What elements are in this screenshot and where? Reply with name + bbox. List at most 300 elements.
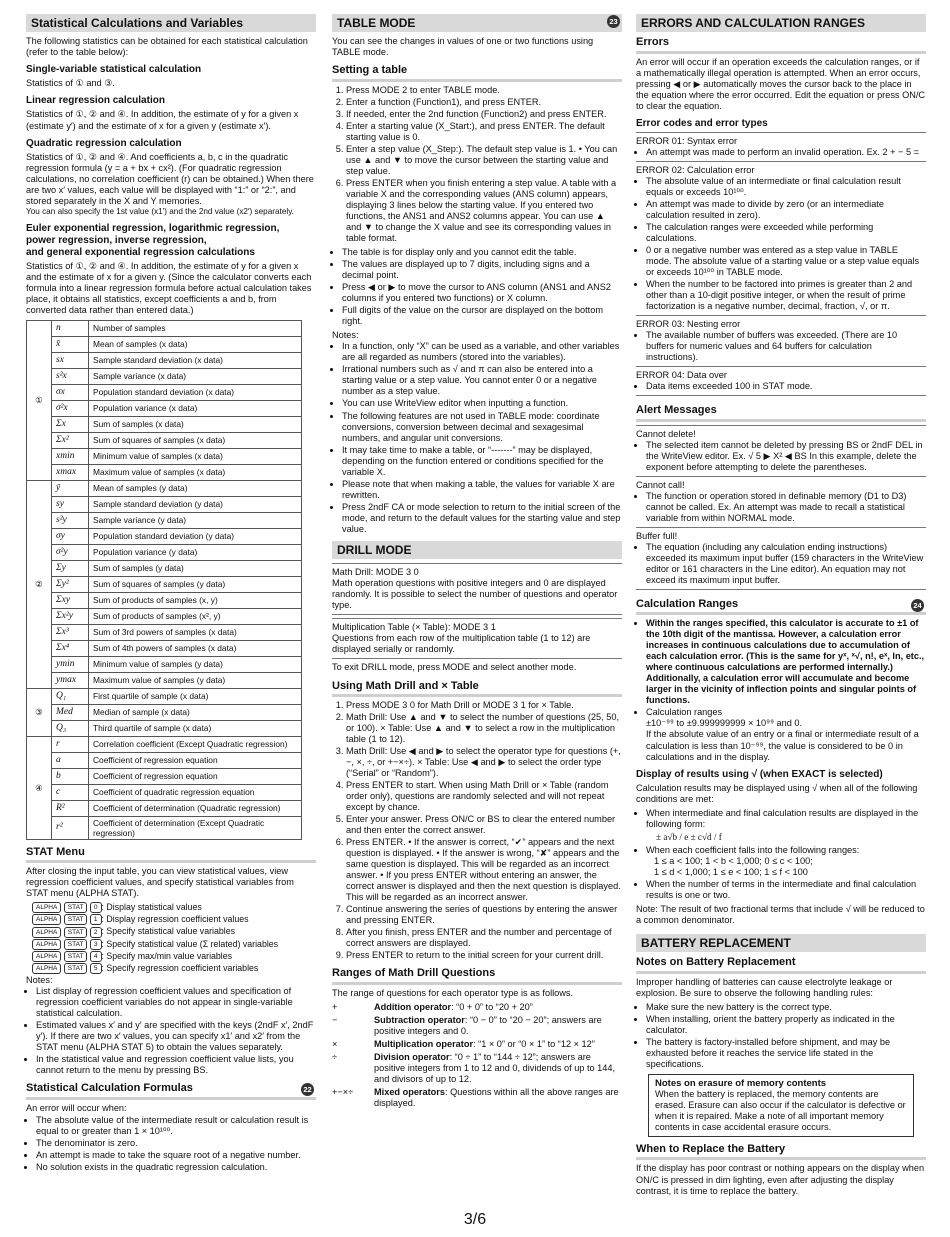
table-row <box>27 672 302 688</box>
calculation-ranges-title: Calculation Ranges <box>636 597 739 610</box>
stat-description: Mean of samples (y data) <box>89 480 302 496</box>
page-badge-icon: 24 <box>911 599 924 612</box>
table-row <box>27 480 302 496</box>
stat-symbol: Σy <box>52 560 89 576</box>
alert-item: • The equation (including any calculation ending instructions) exceeded its maximum input buffer (159 characters in the WriteView editor or 161 characters in the Line editor). An equation may not exceed its maximum input buffer. <box>646 542 926 586</box>
ranges-item <box>646 707 926 762</box>
stat-description: Population standard deviation (x data) <box>89 384 302 400</box>
formula-list <box>26 1115 316 1173</box>
operator-symbol: +−×÷ <box>332 1086 354 1097</box>
statistics-table <box>26 320 302 840</box>
setting-step: 3. If needed, enter the 2nd function (Function2) and press ENTER. <box>346 109 622 120</box>
stat-symbol: r² <box>52 816 89 839</box>
column-2 <box>332 14 622 1111</box>
table-row <box>27 464 302 480</box>
table-notes <box>332 341 622 535</box>
operator-symbol: × <box>332 1038 338 1049</box>
stat-menu-item-label: : Specify statistical value (Σ related) variables <box>101 938 279 949</box>
using-step: 2. Math Drill: Use ▲ and ▼ to select the number of questions (25, 50, or 100). × Table: Use ▲ and ▼ to select a row in the multiplication table (1 to 12). <box>346 712 622 745</box>
stat-symbol: ymin <box>52 656 89 672</box>
error-item: • An attempt was made to perform an invalid operation. Ex. 2 + − 5 = <box>646 147 926 158</box>
stat-description: Coefficient of determination (Quadratic regression) <box>89 800 302 816</box>
formula-intro: An error will occur when: <box>26 1102 127 1113</box>
table-row <box>27 368 302 384</box>
alpha-key[interactable]: ALPHA <box>32 927 61 938</box>
operator-symbol: − <box>332 1014 338 1025</box>
stat-key[interactable]: STAT <box>64 914 88 925</box>
table-row <box>27 416 302 432</box>
table-mode-intro: You can see the changes in values of one or two functions using TABLE mode. <box>332 36 594 58</box>
stat-description: Sum of products of samples (x, y) <box>89 592 302 608</box>
stat-description: Maximum value of samples (x data) <box>89 464 302 480</box>
stat-description: Correlation coefficient (Except Quadratic regression) <box>89 736 302 752</box>
multiplication-table-box <box>332 618 622 659</box>
ranges-label: • Calculation ranges <box>646 707 723 718</box>
quadratic-regression-heading: Quadratic regression calculation <box>26 137 182 149</box>
single-variable-heading: Single-variable statistical calculation <box>26 64 202 76</box>
error-item: • 0 or a negative number was entered as a step value in TABLE mode. The absolute value of a starting value or a step value equals or exceeds 10¹⁰⁰ in TABLE mode. <box>646 245 926 278</box>
table-row <box>27 560 302 576</box>
table-row <box>27 352 302 368</box>
linear-regression-text: Statistics of ①, ② and ④. In addition, the estimate of y for a given x (estimate y′) and the estimate of x for a given y (estimate x′). <box>26 109 299 131</box>
column-3 <box>636 14 926 1200</box>
section-title-table-mode <box>332 14 622 32</box>
error-title: ERROR 02: Calculation error <box>636 164 755 175</box>
formula-item: • The denominator is zero. <box>36 1138 316 1149</box>
setting-bullet: • Full digits of the value on the cursor are displayed on the bottom right. <box>342 305 622 327</box>
table-row <box>27 688 302 704</box>
stat-symbol: n <box>52 320 89 336</box>
stat-description: Coefficient of quadratic regression equation <box>89 784 302 800</box>
setting-bullets <box>332 247 622 327</box>
note-item: • The following features are not used in TABLE mode: coordinate conversions, conversion between decimal and sexagesimal numbers, and angular unit conversions. <box>342 411 622 444</box>
stat-description: Population variance (x data) <box>89 400 302 416</box>
error-list <box>636 132 926 397</box>
error-block <box>636 366 926 396</box>
multiplication-table-label: Multiplication Table (× Table): MODE 3 1 <box>332 622 496 633</box>
table-mode-title: TABLE MODE <box>337 16 416 30</box>
stat-description: Number of samples <box>89 320 302 336</box>
operator-range-text: : “0 + 0” to “20 + 20” <box>451 1001 533 1012</box>
error-title: ERROR 04: Data over <box>636 370 727 381</box>
group-label: ② <box>27 480 52 688</box>
section-title-statistical-calculations: Statistical Calculations and Variables <box>26 14 316 32</box>
using-step: 1. Press MODE 3 0 for Math Drill or MODE 3 1 for × Table. <box>346 700 622 711</box>
stat-symbol: ymax <box>52 672 89 688</box>
digit-key[interactable]: 3 <box>90 939 102 950</box>
table-row <box>27 544 302 560</box>
math-drill-text: Math operation questions with positive integers and 0 are displayed randomly. It is possible to select the number of questions and operator type. <box>332 578 618 611</box>
using-step: 4. Press ENTER to start. When using Math Drill or × Table (random order only), questions are randomly selected and will not repeat except by chance. <box>346 780 622 813</box>
errors-intro: An error will occur if an operation exceeds the calculation ranges, or if a mathematically illegal operation is attempted. When an error occurs, pressing ◀ or ▶ automatically moves the cursor back to the place in the equation where the error occurred. Edit the equation or press ON/C to clear the equation. <box>636 56 926 111</box>
stat-symbol: Q₃ <box>52 720 89 736</box>
formula-item: • The absolute value of the intermediate result or calculation result is equal to or greater than 1 × 10¹⁰⁰. <box>36 1115 316 1137</box>
table-row <box>27 384 302 400</box>
operator-range <box>332 1052 622 1085</box>
stat-description: First quartile of sample (x data) <box>89 688 302 704</box>
replace-battery-heading: When to Replace the Battery <box>636 1143 926 1160</box>
display-note: Note: The result of two fractional terms that include √ will be reduced to a common denominator. <box>636 903 925 925</box>
stat-description: Sum of samples (x data) <box>89 416 302 432</box>
error-block <box>636 132 926 161</box>
alert-block <box>636 425 926 476</box>
stat-description: Sample standard deviation (x data) <box>89 352 302 368</box>
stat-description: Minimum value of samples (x data) <box>89 448 302 464</box>
operator-desc <box>374 1039 595 1050</box>
digit-key[interactable]: 5 <box>90 963 102 974</box>
alert-item: • The function or operation stored in definable memory (D1 to D3) cannot be called. Ex. An attempt was made to recall a statistical variable from within NORMAL mode. <box>646 491 926 524</box>
display-results-heading: Display of results using √ (when EXACT is selected) <box>636 768 883 780</box>
setting-steps <box>332 85 622 244</box>
table-row <box>27 608 302 624</box>
stat-symbol: sx <box>52 352 89 368</box>
stat-symbol: b <box>52 768 89 784</box>
note-item: • It may take time to make a table, or “-------” may be displayed, depending on the function entered or conditions specified for the variable X. <box>342 445 622 478</box>
stat-symbol: Σx² <box>52 432 89 448</box>
stat-description: Third quartile of sample (x data) <box>89 720 302 736</box>
digit-key[interactable]: 1 <box>90 914 102 925</box>
stat-symbol: σx <box>52 384 89 400</box>
stat-symbol: c <box>52 784 89 800</box>
setting-bullet: • The table is for display only and you cannot edit the table. <box>342 247 622 258</box>
stat-symbol: Σx²y <box>52 608 89 624</box>
setting-step: 4. Enter a starting value (X_Start:), and press ENTER. The default starting value is 0. <box>346 121 622 143</box>
digit-key[interactable]: 2 <box>90 927 102 938</box>
error-item: • Data items exceeded 100 in STAT mode. <box>646 381 926 392</box>
battery-intro: Improper handling of batteries can cause electrolyte leakage or explosion. Be sure to observe the following handling rules: <box>636 976 893 998</box>
math-drill-box <box>332 563 622 615</box>
operator-desc <box>374 1087 622 1109</box>
group-label: ③ <box>27 688 52 736</box>
setting-step: 6. Press ENTER when you finish entering a step value. A table with a variable X and the corresponding values (ANS column) appears, displaying 3 lines below the starting value. If you entered two functions, the ANS1 and ANS2 columns appear. You can use ▲ and ▼ to change the X value and see its corresponding values in table format. <box>346 178 622 244</box>
alpha-key[interactable]: ALPHA <box>32 939 61 950</box>
stat-symbol: sy <box>52 496 89 512</box>
stat-description: Maximum value of samples (y data) <box>89 672 302 688</box>
ranges-abs-note: If the absolute value of an entry or a final or intermediate result of a calculation is less than 10⁻⁹⁹, the value is considered to be 0 in calculations and in the display. <box>646 729 919 762</box>
errors-heading: Errors <box>636 36 926 53</box>
notes-label: Notes: <box>332 330 359 341</box>
stat-symbol: Σx³ <box>52 624 89 640</box>
euler-heading-3: and general exponential regression calculations <box>26 246 255 258</box>
stat-symbol: x̄ <box>52 336 89 352</box>
battery-item: • When installing, orient the battery properly as indicated in the calculator. <box>646 1014 926 1036</box>
operator-range-text: : Questions within all the above ranges are displayed. <box>374 1086 619 1108</box>
stat-description: Sum of 4th powers of samples (x data) <box>89 640 302 656</box>
euler-text: Statistics of ①, ② and ④. In addition, the estimate of y for a given x and the estimate of x for a given y. (Since the calculator converts each formula into a linear regression formula before actual calculation takes place, it obtains all statistics, except coefficients a and b, from converted data rather than entered data.) <box>26 260 312 315</box>
error-block <box>636 161 926 315</box>
operator-range-text: : “1 × 0” or “0 × 1” to “12 × 12” <box>473 1038 595 1049</box>
stat-symbol: a <box>52 752 89 768</box>
table-row <box>27 320 302 336</box>
page-badge-icon: 23 <box>607 15 620 28</box>
table-row <box>27 656 302 672</box>
operator-name: Subtraction operator <box>374 1014 465 1025</box>
alert-title: Cannot delete! <box>636 428 696 439</box>
table-row <box>27 448 302 464</box>
memory-erasure-title: Notes on erasure of memory contents <box>655 1077 827 1089</box>
memory-erasure-box <box>648 1074 914 1138</box>
stat-symbol: Q₁ <box>52 688 89 704</box>
stat-menu-item <box>32 902 316 913</box>
operator-name: Multiplication operator <box>374 1038 474 1049</box>
alert-title: Buffer full! <box>636 530 678 541</box>
stat-symbol: s²x <box>52 368 89 384</box>
table-row <box>27 736 302 752</box>
stat-symbol: Σx <box>52 416 89 432</box>
stat-description: Sum of squares of samples (x data) <box>89 432 302 448</box>
stat-description: Mean of samples (x data) <box>89 336 302 352</box>
note-item: • Irrational numbers such as √ and π can also be entered into a starting value or a step value. You cannot enter 0 or a negative number as a step value. <box>342 364 622 397</box>
setting-step: 1. Press MODE 2 to enter TABLE mode. <box>346 85 622 96</box>
operator-range-text: : “0 − 0” to “20 − 20”; answers are positive integers and 0. <box>374 1014 602 1036</box>
stat-symbol: σy <box>52 528 89 544</box>
group-label: ④ <box>27 736 52 839</box>
display-range-1: 1 ≤ a < 100; 1 < b < 1,000; 0 ≤ c < 100; <box>654 855 813 866</box>
operator-name: Addition operator <box>374 1001 452 1012</box>
table-row <box>27 720 302 736</box>
stat-description: Sum of products of samples (x², y) <box>89 608 302 624</box>
memory-erasure-text: When the battery is replaced, the memory contents are erased. Erasure can also occur if the calculator is defective or when it is repaired. Make a note of all important memory contents in case accidental erasure occurs. <box>655 1089 906 1133</box>
stat-description: Sample standard deviation (y data) <box>89 496 302 512</box>
table-row <box>27 592 302 608</box>
operator-symbol: ÷ <box>332 1051 338 1062</box>
display-conditions <box>636 808 926 901</box>
operator-range <box>332 1039 622 1050</box>
formula-item: • An attempt is made to take the square root of a negative number. <box>36 1150 316 1161</box>
note-item: • List display of regression coefficient values and specification of regression coefficient variables do not appear in single-variable statistical calculation. <box>36 986 316 1019</box>
error-block <box>636 315 926 366</box>
setting-table-heading: Setting a table <box>332 64 622 81</box>
alert-messages-heading: Alert Messages <box>636 404 926 421</box>
calculation-ranges-list <box>636 618 926 762</box>
table-row <box>27 800 302 816</box>
table-row <box>27 640 302 656</box>
alert-block <box>636 527 926 590</box>
stat-description: Sum of squares of samples (y data) <box>89 576 302 592</box>
stat-symbol: xmax <box>52 464 89 480</box>
stat-description: Coefficient of regression equation <box>89 752 302 768</box>
using-step: 6. Press ENTER. • If the answer is correct, “✔” appears and the next question is displayed. • If the answer is wrong, “✘” appears and the same question is displayed. This will be regarded as an incorrect answer. • If you press ENTER without entering an answer, the correct answer is displayed and then the next question is displayed. This will be regarded as an incorrect answer. <box>346 837 622 903</box>
stat-menu-item-label: : Specify regression coefficient variables <box>101 963 259 973</box>
group-label: ① <box>27 320 52 480</box>
note-item: • You can use WriteView editor when inputting a function. <box>342 398 622 409</box>
formula-heading <box>26 1082 316 1099</box>
page-badge-icon: 22 <box>301 1083 314 1096</box>
table-row <box>27 768 302 784</box>
page-number: 3/6 <box>463 1211 487 1228</box>
calculation-ranges-heading <box>636 598 926 615</box>
stat-description: Sum of 3rd powers of samples (x data) <box>89 624 302 640</box>
single-variable-text: Statistics of ① and ③. <box>26 78 115 89</box>
stat-symbol: Σx⁴ <box>52 640 89 656</box>
section-title-errors: ERRORS AND CALCULATION RANGES <box>636 14 926 32</box>
stat-key[interactable]: STAT <box>64 951 88 962</box>
table-row <box>27 528 302 544</box>
alpha-key[interactable]: ALPHA <box>32 914 61 925</box>
operator-range <box>332 1087 622 1109</box>
stat-symbol: ȳ <box>52 480 89 496</box>
setting-bullet: • The values are displayed up to 7 digits, including signs and a decimal point. <box>342 259 622 281</box>
stat-description: Sample variance (x data) <box>89 368 302 384</box>
stat-description: Minimum value of samples (y data) <box>89 656 302 672</box>
display-condition: • When the number of terms in the intermediate and final calculation results is one or two. <box>646 879 926 901</box>
ranges-values: ±10⁻⁹⁹ to ±9.999999999 × 10⁹⁹ and 0. <box>646 718 803 729</box>
error-title: ERROR 03: Nesting error <box>636 319 741 330</box>
stat-symbol: s²y <box>52 512 89 528</box>
stat-symbol: σ²y <box>52 544 89 560</box>
stat-symbol: Med <box>52 704 89 720</box>
battery-item: • The battery is factory-installed before shipment, and may be exhausted before it reaches the service life stated in the specifications. <box>646 1037 926 1070</box>
stat-menu-item <box>32 963 316 974</box>
error-codes-heading: Error codes and error types <box>636 117 768 129</box>
using-drill-heading: Using Math Drill and × Table <box>332 680 622 697</box>
accuracy-note: • Within the ranges specified, this calculator is accurate to ±1 of the 10th digit of the mantissa. However, a calculation error increases in continuous calculations due to accumulation of each calculation error. (This is the same for yˣ, ˣ√, n!, eˣ, ln, etc., where continuous calculations are performed internally.) Additionally, a calculation error will accumulate and become larger in the vicinity of inflection points and singular points of functions. <box>646 618 926 706</box>
error-item: • When the number to be factored into primes is greater than 2 and other than a 10-digit positive integer, or when the result of prime factorization is a negative number, decimal, fraction, √, or π. <box>646 279 926 312</box>
error-title: ERROR 01: Syntax error <box>636 135 738 146</box>
using-step: 7. Continue answering the series of questions by entering the answer and pressing ENTER. <box>346 904 622 926</box>
setting-bullet: • Press ◀ or ▶ to move the cursor to ANS column (ANS1 and ANS2 columns if you entered two functions) or X column. <box>342 282 622 304</box>
note-item: • Please note that when making a table, the values for variable X are rewritten. <box>342 479 622 501</box>
alpha-key[interactable]: ALPHA <box>32 951 61 962</box>
table-row <box>27 816 302 839</box>
stat-menu-item-label: : Display statistical values <box>101 902 202 913</box>
operator-name: Division operator <box>374 1051 450 1062</box>
quadratic-regression-text: Statistics of ①, ② and ④. And coefficients a, b, c in the quadratic regression formula (y = a + bx + cx²). (For quadratic regression calculations, no correlation coefficient (r) can be obtained.) When there are two x′ values, each value will be displayed with “1:” or “2:”, and stored separately in the X and Y memories. <box>26 151 314 206</box>
alpha-key[interactable]: ALPHA <box>32 963 61 974</box>
battery-notes-heading: Notes on Battery Replacement <box>636 956 926 973</box>
display-condition <box>646 808 926 843</box>
note-item: • Press 2ndF CA or mode selection to return to the initial screen of the mode, and return to the default values for the starting value and step value. <box>342 502 622 535</box>
display-range-2: 1 ≤ d < 1,000; 1 ≤ e < 100; 1 ≤ f < 100 <box>654 866 808 877</box>
operator-desc <box>374 1015 622 1037</box>
error-item: • The absolute value of an intermediate or final calculation result equals or exceeds 10¹⁰⁰. <box>646 176 926 198</box>
table-row <box>27 752 302 768</box>
linear-regression-heading: Linear regression calculation <box>26 95 165 107</box>
note-item: • In a function, only “X” can be used as a variable, and other variables are all regarded as numbers (stored into the variables). <box>342 341 622 363</box>
stat-key[interactable]: STAT <box>64 939 88 950</box>
error-item: • An attempt was made to divide by zero (or an intermediate calculation resulted in zero). <box>646 199 926 221</box>
digit-key[interactable]: 4 <box>90 951 102 962</box>
using-step: 8. After you finish, press ENTER and the number and percentage of correct answers are displayed. <box>346 927 622 949</box>
battery-item: • Make sure the new battery is the correct type. <box>646 1002 926 1013</box>
notes-label: Notes: <box>26 975 53 986</box>
operator-symbol: + <box>332 1001 338 1012</box>
quadratic-regression-note: You can also specify the 1st value (x1′) and the 2nd value (x2′) separately. <box>26 206 294 216</box>
error-item: • The available number of buffers was exceeded. (There are 10 buffers for numeric values and 64 buffers for calculation instructions). <box>646 330 926 363</box>
formula-heading-text: Statistical Calculation Formulas <box>26 1082 193 1095</box>
stat-symbol: σ²x <box>52 400 89 416</box>
table-row <box>27 496 302 512</box>
using-step: 3. Math Drill: Use ◀ and ▶ to select the operator type for questions (+, −, ×, ÷, or +−×÷). × Table: Use ◀ and ▶ to select the order type (“Serial” or “Random”). <box>346 746 622 779</box>
stat-key[interactable]: STAT <box>64 963 88 974</box>
operator-range <box>332 1002 622 1013</box>
math-drill-label: Math Drill: MODE 3 0 <box>332 567 419 578</box>
stat-menu-item <box>32 926 316 937</box>
replace-battery-text: If the display has poor contrast or nothing appears on the display when ON/C is pressed in dim lighting, even after adjusting the display contrast, it is time to replace the battery. <box>636 1163 925 1196</box>
stat-description: Coefficient of regression equation <box>89 768 302 784</box>
stat-symbol: r <box>52 736 89 752</box>
stat-description: Sample variance (y data) <box>89 512 302 528</box>
display-intro: Calculation results may be displayed using √ when all of the following conditions are met: <box>636 782 918 804</box>
alpha-key[interactable]: ALPHA <box>32 902 61 913</box>
stat-intro: The following statistics can be obtained for each statistical calculation (refer to the table below): <box>26 36 308 58</box>
table-row <box>27 512 302 528</box>
table-row <box>27 576 302 592</box>
table-row <box>27 336 302 352</box>
stat-menu-item-label: : Specify statistical value variables <box>101 926 235 937</box>
euler-heading-1: Euler exponential regression, logarithmic regression, <box>26 222 280 234</box>
stat-menu-item <box>32 914 316 925</box>
setting-step: 5. Enter a step value (X_Step:). The default step value is 1. • You can use ▲ and ▼ to move the cursor between the starting value and step value. <box>346 144 622 177</box>
stat-key[interactable]: STAT <box>64 927 88 938</box>
table-row <box>27 704 302 720</box>
stat-menu-item <box>32 951 316 962</box>
stat-symbol: xmin <box>52 448 89 464</box>
operator-name: Mixed operators <box>374 1086 445 1097</box>
operator-desc <box>374 1052 622 1085</box>
table-row <box>27 432 302 448</box>
stat-menu-notes <box>26 986 316 1076</box>
error-item: • The calculation ranges were exceeded while performing calculations. <box>646 222 926 244</box>
exit-drill-text: To exit DRILL mode, press MODE and select another mode. <box>332 662 577 673</box>
table-row <box>27 784 302 800</box>
stat-menu-list <box>26 902 316 974</box>
stat-description: Median of sample (x data) <box>89 704 302 720</box>
stat-menu-item-label: : Display regression coefficient values <box>101 914 249 925</box>
operator-range <box>332 1015 622 1037</box>
section-title-battery: BATTERY REPLACEMENT <box>636 934 926 952</box>
operator-range-text: : “0 ÷ 1” to “144 ÷ 12”; answers are positive integers from 1 to 12 and 0, dividends of up to 144, and divisors of up to 12. <box>374 1051 616 1084</box>
ranges-drill-heading: Ranges of Math Drill Questions <box>332 967 622 984</box>
setting-step: 2. Enter a function (Function1), and press ENTER. <box>346 97 622 108</box>
stat-key[interactable]: STAT <box>64 902 88 913</box>
display-formula: ± a√b / e ± c√d / f <box>656 831 722 842</box>
euler-heading-2: power regression, inverse regression, <box>26 234 207 246</box>
note-item: • Estimated values x′ and y′ are specified with the keys (2ndF x′, 2ndF y′). If there are two x′ values, you can specify x1′ and x2′ from the STAT menu (ALPHA STAT 5) to obtain the values separately. <box>36 1020 316 1053</box>
table-row <box>27 624 302 640</box>
table-row <box>27 400 302 416</box>
stat-symbol: Σxy <box>52 592 89 608</box>
multiplication-table-text: Questions from each row of the multiplication table (1 to 12) are displayed serially or randomly. <box>332 633 591 655</box>
stat-menu-item <box>32 939 316 950</box>
stat-menu-heading: STAT Menu <box>26 846 316 863</box>
using-step: 5. Enter your answer. Press ON/C or BS to clear the entered number and then enter the correct answer. <box>346 814 622 836</box>
digit-key[interactable]: 0 <box>90 902 102 913</box>
alert-list <box>636 425 926 590</box>
stat-menu-intro: After closing the input table, you can view statistical values, view regression coefficient values, and specify statistical variables from STAT menu (ALPHA STAT). <box>26 866 294 899</box>
display-condition <box>646 845 926 878</box>
using-step: 9. Press ENTER to return to the initial screen for your current drill. <box>346 950 622 961</box>
section-title-drill-mode: DRILL MODE <box>332 541 622 559</box>
ranges-drill-list <box>332 1002 622 1109</box>
stat-description: Population variance (y data) <box>89 544 302 560</box>
alert-title: Cannot call! <box>636 479 685 490</box>
stat-menu-item-label: : Specify max/min value variables <box>101 950 233 961</box>
column-1 <box>26 14 316 1176</box>
note-item: • In the statistical value and regression coefficient value lists, you cannot return to the menu by pressing BS. <box>36 1054 316 1076</box>
ranges-drill-intro: The range of questions for each operator type is as follows. <box>332 987 574 998</box>
alert-item: • The selected item cannot be deleted by pressing BS or 2ndF DEL in the WriteView editor. Ex. √ 5 ▶ X² ◀ BS In this example, delete the exponent before attempting to delete the parentheses. <box>646 440 926 473</box>
display-condition-text: • When intermediate and final calculation results are displayed in the following form: <box>646 807 919 829</box>
using-drill-steps <box>332 700 622 962</box>
stat-description: Coefficient of determination (Except Quadratic regression) <box>89 816 302 839</box>
alert-block <box>636 476 926 527</box>
stat-description: Population standard deviation (y data) <box>89 528 302 544</box>
display-condition-text: • When each coefficient falls into the following ranges: <box>646 844 860 855</box>
stat-description: Sum of samples (y data) <box>89 560 302 576</box>
battery-list <box>636 1002 926 1070</box>
operator-desc <box>374 1002 533 1013</box>
